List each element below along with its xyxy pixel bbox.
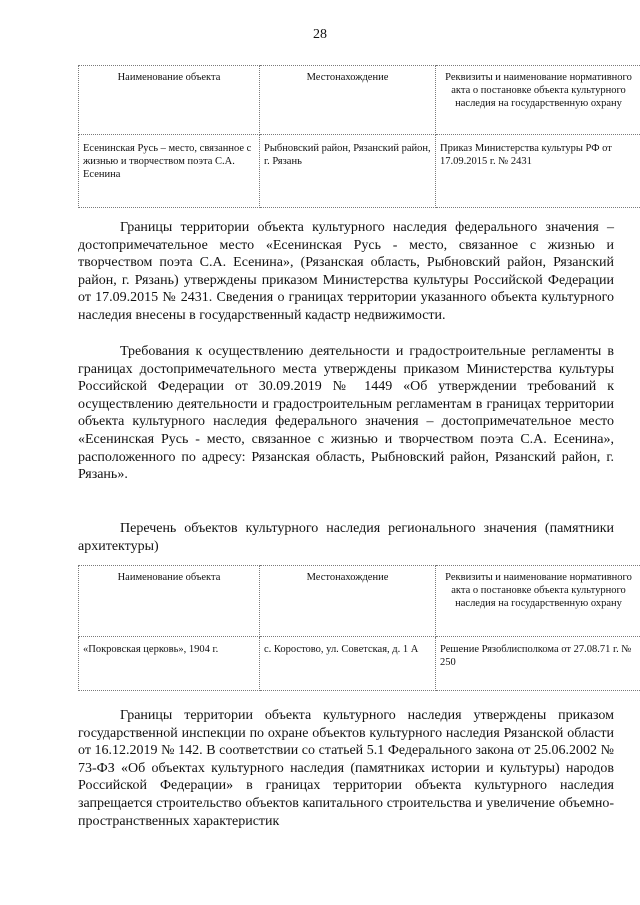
paragraph-text: Границы территории объекта культурного наследия утверждены приказом государственной инспекции по охране объектов культурного наследия Рязанской области от 16.12.2019 № 142. В соответствии со статьей 5.1 Федерального закона от 25.06.2002 № 73-ФЗ «Об объектах культурного наследия (памятниках истории и культуры) народов Российской Федерации» в границах территории объекта культурного наследия запрещается строительство объектов капитального строительства и увеличение объемно-пространственных характеристик	[78, 708, 614, 829]
paragraph-regional-boundaries	[78, 707, 614, 830]
page-number: 28	[313, 27, 327, 42]
paragraph-text: Перечень объектов культурного наследия регионального значения (памятники архитектуры)	[78, 521, 614, 554]
table-row	[79, 637, 640, 691]
header-object-name: Наименование объекта	[79, 566, 260, 637]
cell-location: с. Коростово, ул. Советская, д. 1 А	[260, 637, 436, 691]
paragraph-requirements	[78, 343, 614, 484]
paragraph-text: Требования к осуществлению деятельности и градостроительные регламенты в границах достопримечательного места утверждены приказом Министерства культуры Российской Федерации от 30.09.2019 № 1449 «Об утверждении требований к осуществлению деятельности и градостроительным регламентам в границах территории объекта культурного наследия федерального значения – достопримечательное место «Есенинская Русь - место, связанное с жизнью и творчеством поэта С.А. Есенина», расположенного по адресу: Рязанская область, Рыбновский район, Рязанский район, г. Рязань».	[78, 344, 614, 483]
table-header-row	[79, 66, 640, 135]
header-requisites: Реквизиты и наименование нормативного акта о постановке объекта культурного наследия на государственную охрану	[436, 566, 640, 637]
cell-object-name: Есенинская Русь – место, связанное с жизнью и творчеством поэта С.А. Есенина	[79, 135, 260, 208]
cell-object-name: «Покровская церковь», 1904 г.	[79, 637, 260, 691]
cell-requisites: Решение Рязоблисполкома от 27.08.71 г. № 250	[436, 637, 640, 691]
table-header-row	[79, 566, 640, 637]
header-location: Местонахождение	[260, 566, 436, 637]
paragraph-regional-list-title	[78, 520, 614, 555]
paragraph-text: Границы территории объекта культурного наследия федерального значения – достопримечательное место «Есенинская Русь - место, связанное с жизнью и творчеством поэта С.А. Есенина», (Рязанская область, Рыбновский район, Рязанский район, г. Рязань) утверждены приказом Министерства культуры Российской Федерации от 17.09.2015 № 2431. Сведения о границах территории указанного объекта культурного наследия внесены в государственный кадастр недвижимости.	[78, 220, 614, 323]
heritage-table-federal	[78, 65, 640, 208]
header-requisites: Реквизиты и наименование нормативного акта о постановке объекта культурного наследия на государственную охрану	[436, 66, 640, 135]
cell-location: Рыбновский район, Рязанский район, г. Рязань	[260, 135, 436, 208]
table-row	[79, 135, 640, 208]
paragraph-federal-boundaries	[78, 219, 614, 325]
header-object-name: Наименование объекта	[79, 66, 260, 135]
header-location: Местонахождение	[260, 66, 436, 135]
cell-requisites: Приказ Министерства культуры РФ от 17.09.2015 г. № 2431	[436, 135, 640, 208]
heritage-table-regional	[78, 565, 640, 691]
